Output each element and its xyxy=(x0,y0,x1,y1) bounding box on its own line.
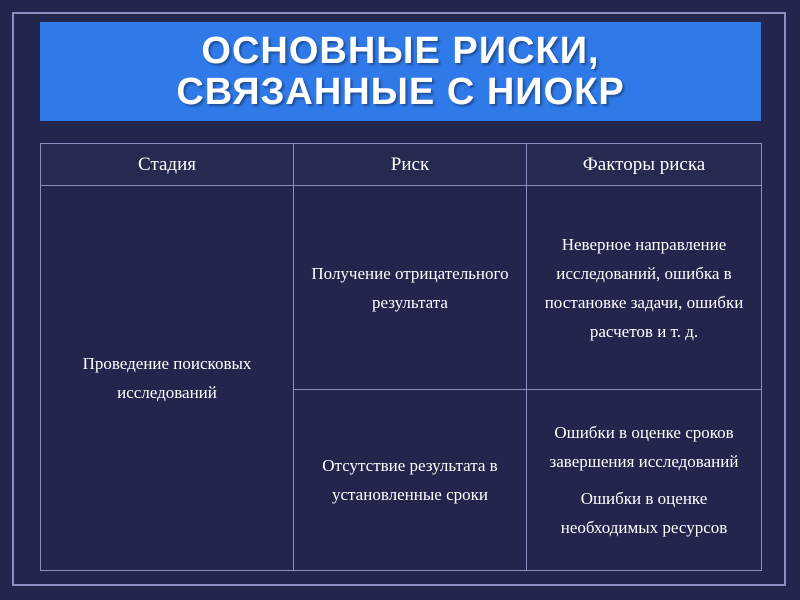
factor-text: Неверное направление исследований, ошибка в постановке задачи, ошибки расчетов и т. д. xyxy=(544,234,744,341)
table-header-row xyxy=(41,144,762,186)
header-risk-factors: Факторы риска xyxy=(527,144,762,186)
factor-text: Ошибки в оценке необходимых ресурсов xyxy=(560,489,728,537)
risk-table xyxy=(40,143,762,571)
title-line-2: СВЯЗАННЫЕ С НИОКР xyxy=(176,70,625,113)
factors-cell xyxy=(527,390,762,571)
title-banner xyxy=(40,22,761,121)
factors-cell xyxy=(527,186,762,390)
table-row xyxy=(41,186,762,390)
header-risk: Риск xyxy=(294,144,527,186)
header-stage: Стадия xyxy=(41,144,294,186)
stage-cell: Проведение поисковых исследований xyxy=(41,186,294,571)
risk-cell: Отсутствие результата в установленные сроки xyxy=(294,390,527,571)
factor-text: Ошибки в оценке сроков завершения исследований xyxy=(549,423,739,471)
risk-cell: Получение отрицательного результата xyxy=(294,186,527,390)
title-line-1: ОСНОВНЫЕ РИСКИ, xyxy=(201,29,600,72)
